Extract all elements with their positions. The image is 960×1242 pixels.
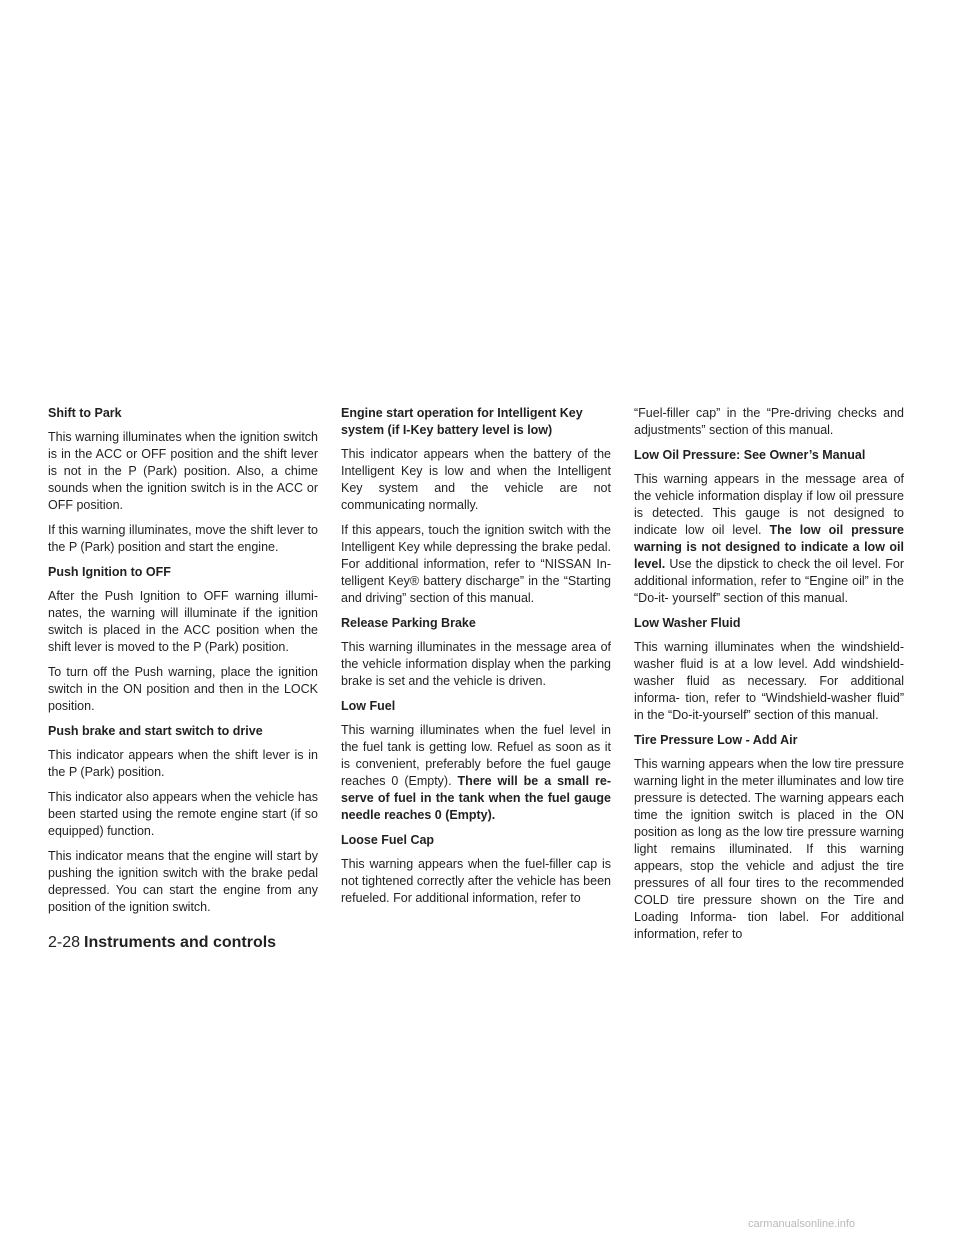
heading-engine-start-operation: Engine start operation for Intelligent Key system (if I-Key battery level is low) [341,406,583,437]
paragraph: To turn off the Push warning, place the ignition switch in the ON position and then in the LOCK position. [48,665,318,713]
section-title: Instruments and controls [84,934,277,951]
paragraph: If this warning illuminates, move the shift lever to the P (Park) position and start the engine. [48,523,318,554]
heading-shift-to-park: Shift to Park [48,406,122,420]
paragraph: This warning appears when the low tire pressure warning light in the meter illuminates and low tire pressure is detected. The warning appears each time the ignition switch is placed in the ON position as long as the low tire pressure warning light remains illuminated. If this warning appears, stop the vehicle and adjust the tire pressures of all four tires to the recommended COLD tire pressure shown on the Tire and Loading Informa- tion label. For additional information, refer to [634,757,904,941]
heading-push-ignition-off: Push Ignition to OFF [48,565,171,579]
paragraph-low-fuel [341,722,611,824]
paragraph: This indicator also appears when the vehicle has been started using the remote engine start (if so equipped) function. [48,790,318,838]
page-number: 2-28 [48,934,81,951]
heading-tire-pressure-low: Tire Pressure Low - Add Air [634,733,798,747]
bold-text: There will be a small re- serve of fuel in the tank when the fuel gauge needle reaches 0 (Empty). [341,774,612,822]
heading-low-washer-fluid: Low Washer Fluid [634,616,741,630]
paragraph-continued: “Fuel-filler cap” in the “Pre-driving checks and adjustments” section of this manual. [634,406,904,437]
paragraph: This warning illuminates in the message area of the vehicle information display when the parking brake is set and the vehicle is driven. [341,640,611,688]
watermark: carmanualsonline.info [748,1218,856,1230]
paragraph: If this appears, touch the ignition switch with the Intelligent Key while depressing the brake pedal. For additional information, refer to “NISSAN In- telligent Key® battery discharge” in the “Starting and driving” section of this manual. [341,523,611,605]
paragraph: This warning appears when the fuel-filler cap is not tightened correctly after the vehicle has been refueled. For additional information, refer to [341,857,611,905]
paragraph-low-oil [634,471,904,607]
text: This warning appears in the message area of the vehicle information display if low oil pressure is detected. This gauge is not designed to indicate low oil level. [634,472,904,537]
column-1 [48,405,318,924]
column-2 [341,405,611,915]
heading-push-brake: Push brake and start switch to drive [48,724,263,738]
bold-text: The low oil pressure warning is not designed to indicate a low oil level. [634,523,904,571]
paragraph: This warning illuminates when the ignition switch is in the ACC or OFF position and the shift lever is not in the P (Park) position. Also, a chime sounds when the ignition switch is in the ACC or OFF position. [48,430,318,512]
heading-low-oil-pressure: Low Oil Pressure: See Owner’s Manual [634,448,866,462]
column-3 [634,405,904,951]
page-footer [48,933,276,953]
paragraph: This warning illuminates when the windshield- washer fluid is at a low level. Add windshield- washer fluid as necessary. For additional informa- tion, refer to “Windshield-washer fluid” in the “Do-it-yourself” section of this manual. [634,640,904,722]
text: Use the dipstick to check the oil level. For additional information, refer to “Engine oil” in the “Do-it- yourself” section of this manual. [634,557,904,605]
heading-release-parking-brake: Release Parking Brake [341,616,476,630]
paragraph: This indicator means that the engine will start by pushing the ignition switch with the brake pedal depressed. You can start the engine from any position of the ignition switch. [48,849,318,914]
heading-loose-fuel-cap: Loose Fuel Cap [341,833,435,847]
paragraph: This indicator appears when the shift lever is in the P (Park) position. [48,748,318,779]
paragraph: After the Push Ignition to OFF warning illumi- nates, the warning will illuminate if the ignition switch is placed in the ACC position when the shift lever is moved to the P (Park) position. [48,589,318,654]
paragraph: This indicator appears when the battery of the Intelligent Key is low and when the Intelligent Key system and the vehicle are not communicating normally. [341,447,611,512]
heading-low-fuel: Low Fuel [341,699,396,713]
text: This warning illuminates when the fuel level in the fuel tank is getting low. Refuel as soon as it is convenient, preferably before the fuel gauge reaches 0 (Empty). [341,723,611,788]
